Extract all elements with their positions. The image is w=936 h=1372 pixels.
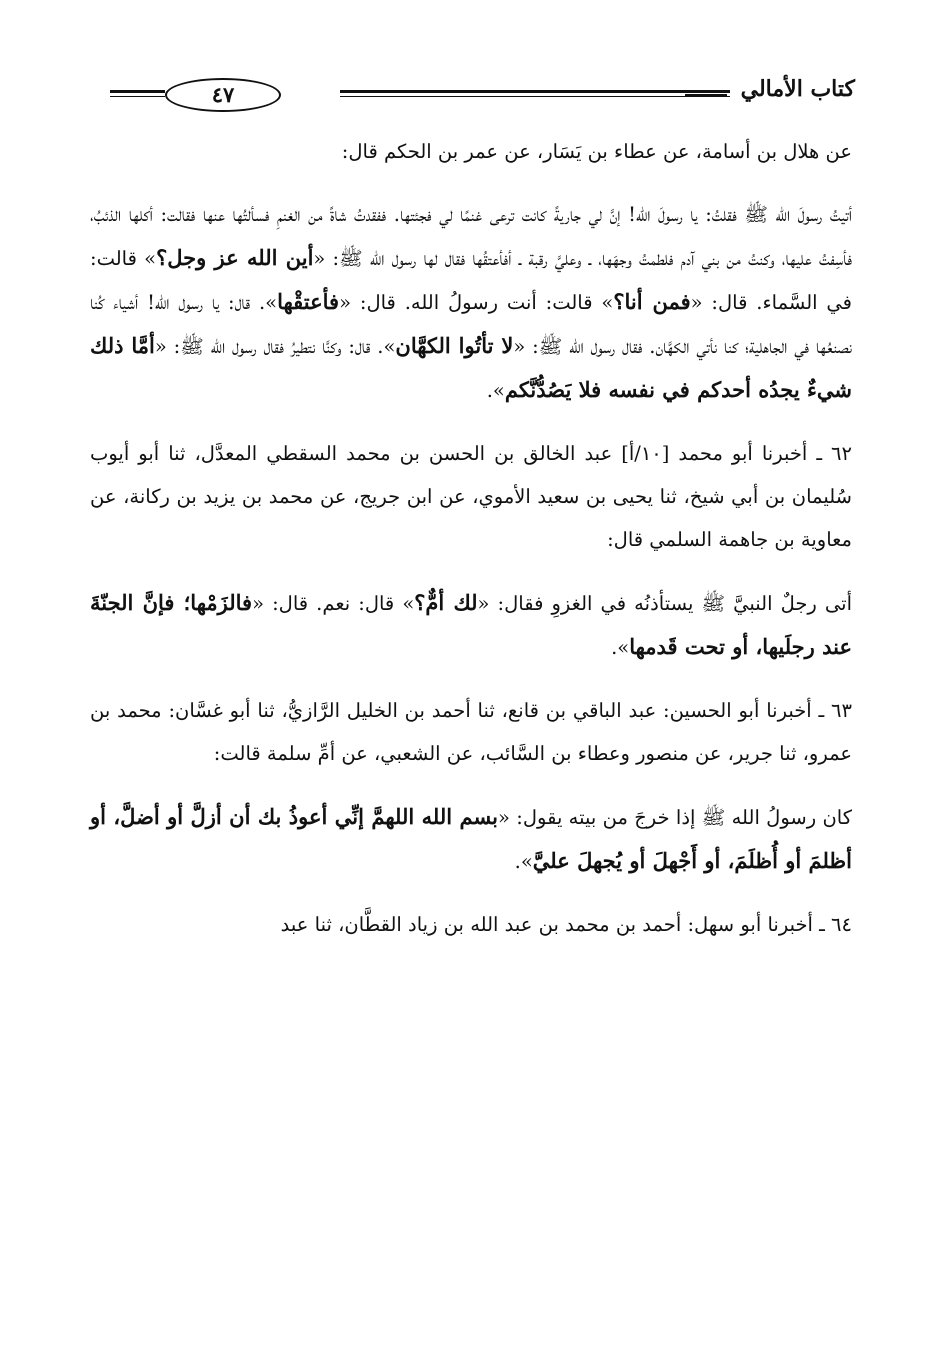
text-run: » قال: نعم. قال: « (252, 592, 415, 615)
paragraph-hadith-63 (90, 795, 852, 883)
text-run: أتيتُ رسولَ الله ﷺ فقلتُ: يا رسولَ الله! إنَّ لي جاريةً كانت ترعى غنمًا لي فجئتها. ففقدتُ شاةً من الغنمِ فسألتُها عنها فقالت: أكلها الذئبُ، فأسِفتُ عليها، وكنتُ من بني آدم فلطمتُ وجهَها، ـ وعليَّ رقبة ـ أفأعتقُها فقال لها رسول الله ﷺ: « (90, 203, 852, 270)
text-run: ». قال: يا رسول الله! أشياء كُنا نصنعُها في الجاهلية؛ كنا نأتي الكهَّان. فقال رسول الله ﷺ: « (90, 291, 853, 358)
text-run: كان رسولُ الله ﷺ إذا خرجَ من بيته يقول: « (498, 806, 852, 829)
text-run: ». (514, 850, 533, 873)
book-title: كتاب الأمالي (740, 76, 855, 102)
page-body (90, 130, 852, 966)
paragraph-isnad-62: ٦٢ ـ أخبرنا أبو محمد [١٠/أ] عبد الخالق بن الحسن بن محمد السقطي المعدَّل، ثنا أبو أيوب سُليمان بن أبي شيخ، ثنا يحيى بن سعيد الأموي، عن ابن جريج، عن محمد بن يزيد بن ركانة، عن معاوية بن جاهمة السلمي قال: (90, 442, 852, 551)
paragraph-hadith-61 (90, 193, 852, 412)
paragraph-isnad-63: ٦٣ ـ أخبرنا أبو الحسين: عبد الباقي بن قانع، ثنا أحمد بن الخليل الرَّازيُّ، ثنا أبو غسَّان: محمد بن عمرو، ثنا جرير، عن منصور وعطاء بن السَّائب، عن الشعبي، عن أمِّ سلمة قالت: (90, 699, 852, 765)
paragraph-isnad-64: ٦٤ ـ أخبرنا أبو سهل: أحمد بن محمد بن عبد الله بن زياد القطَّان، ثنا عبد (280, 913, 852, 936)
text-run: » قالت: في السَّماء. قال: « (90, 247, 853, 314)
prophet-quote: لك أمٌّ؟ (414, 590, 478, 615)
text-run: ». قال: وكنَّا نتطيرُ فقال رسول الله ﷺ: « (154, 335, 396, 358)
prophet-quote: فأعتقْها (277, 289, 340, 314)
text-run: » قالت: أنت رسولُ الله. قال: « (339, 291, 614, 314)
header-rule-right (340, 90, 730, 97)
prophet-quote: أين الله عز وجل؟ (156, 245, 314, 270)
page-number: ٤٧ (165, 78, 281, 112)
prophet-quote: أمَّا ذلك شيءٌ يجدُه أحدكم في نفسه فلا يَصُدُّنَّكم (90, 333, 852, 402)
header-rule-left (110, 90, 165, 97)
text-run: ». (486, 379, 505, 402)
text-run: ». (611, 636, 630, 659)
prophet-quote: بسم الله اللهمَّ إنِّي أعوذُ بك أن أزلَّ أو أضلَّ، أو أظلمَ أو أُظلَمَ، أو أَجْهلَ أو يُجهلَ عليَّ (90, 804, 852, 873)
page-header (110, 72, 855, 116)
prophet-quote: لا تأتُوا الكهَّان (395, 333, 514, 358)
paragraph-isnad-1: عن هلال بن أسامة، عن عطاء بن يَسَار، عن عمر بن الحكم قال: (341, 140, 852, 163)
text-run: أتى رجلٌ النبيَّ ﷺ يستأذنُه في الغزوِ فقال: « (477, 592, 853, 615)
prophet-quote: فمن أنا؟ (613, 289, 691, 314)
paragraph-hadith-62 (90, 581, 852, 669)
title-rule (685, 94, 727, 97)
prophet-quote: فالزَمْها؛ فإنَّ الجنّةَ عند رجلَيها، أو تحت قَدمها (90, 590, 852, 659)
